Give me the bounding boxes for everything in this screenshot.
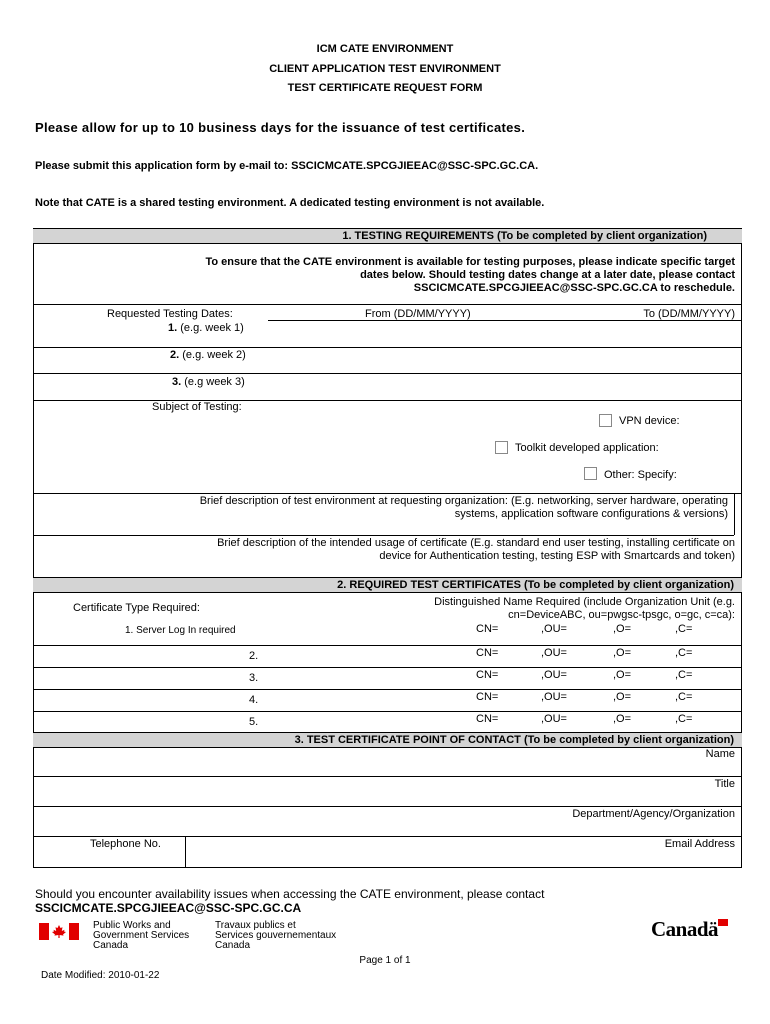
cert-row-1-ou: ,OU=	[541, 623, 567, 635]
other-checkbox[interactable]	[584, 467, 597, 480]
cert-row-4-label: 4.	[249, 694, 259, 706]
vpn-label: VPN device:	[619, 415, 680, 427]
cert-row-5-cn: CN=	[476, 713, 499, 725]
section2-bar	[33, 577, 742, 593]
toolkit-checkbox[interactable]	[495, 441, 508, 454]
contact-title-input[interactable]	[40, 790, 640, 804]
vpn-checkbox[interactable]	[599, 414, 612, 427]
subject-label: Subject of Testing:	[152, 401, 242, 413]
date-row-1: 1. (e.g. week 1)	[168, 322, 244, 334]
submit-notice: Please submit this application form by e-mail to: SSCICMCATE.SPCGJIEEAC@SSC-SPC.GC.CA.	[35, 160, 539, 172]
section2-title: 2. REQUIRED TEST CERTIFICATES (To be completed by client organization)	[337, 579, 734, 591]
contact-email-input[interactable]	[320, 850, 640, 866]
cert-row-1-cn: CN=	[476, 623, 499, 635]
cert-type-label: Certificate Type Required:	[73, 602, 200, 614]
pwgsc-french: Travaux publics et Services gouvernementaux Canada	[215, 920, 337, 951]
dn-label-2: cn=DeviceABC, ou=pwgsc-tpsgc, o=gc, c=ca):	[508, 609, 735, 621]
env-desc-2: systems, application software configurations & versions)	[454, 508, 728, 520]
section1-instruction-3: SSCICMCATE.SPCGJIEEAC@SSC-SPC.GC.CA to reschedule.	[413, 282, 735, 294]
page-number: Page 1 of 1	[359, 955, 411, 966]
cert-row-1-c: ,C=	[675, 623, 693, 635]
header-line2: CLIENT APPLICATION TEST ENVIRONMENT	[269, 63, 501, 75]
date-row-2: 2. (e.g. week 2)	[170, 349, 246, 361]
date-1-from-input[interactable]	[270, 323, 500, 345]
contact-email-label: Email Address	[664, 838, 735, 850]
header-line3: TEST CERTIFICATE REQUEST FORM	[287, 82, 483, 94]
date-2-to-input[interactable]	[505, 350, 738, 372]
section3-bar	[33, 732, 742, 748]
cert-row-3-o: ,O=	[613, 669, 632, 681]
section3-title: 3. TEST CERTIFICATE POINT OF CONTACT (To be completed by client organization)	[294, 734, 734, 746]
cert-row-2-o: ,O=	[613, 647, 632, 659]
cert-row-2-ou: ,OU=	[541, 647, 567, 659]
contact-name-label: Name	[705, 748, 735, 760]
cert-row-2-label: 2.	[249, 650, 259, 662]
date-modified: Date Modified: 2010-01-22	[41, 970, 160, 981]
dn-label-1: Distinguished Name Required (include Organization Unit (e.g.	[434, 596, 735, 608]
cert-row-1-label: 1. Server Log In required	[125, 625, 236, 636]
date-3-to-input[interactable]	[505, 376, 738, 398]
cert-row-4-cn: CN=	[476, 691, 499, 703]
section1-instruction-1: To ensure that the CATE environment is available for testing purposes, please indicate specific target	[205, 256, 735, 268]
cert-row-4-ou: ,OU=	[541, 691, 567, 703]
date-3-from-input[interactable]	[270, 376, 500, 398]
contact-dept-input[interactable]	[40, 820, 520, 834]
section1-bar	[33, 228, 742, 244]
availability-notice: Should you encounter availability issues when accessing the CATE environment, please contact	[35, 887, 545, 901]
pwgsc-english: Public Works and Government Services Canada	[93, 920, 190, 951]
usage-desc-1: Brief description of the intended usage of certificate (E.g. standard end user testing, installing certificate on	[217, 537, 735, 549]
requested-dates-label: Requested Testing Dates:	[107, 308, 233, 320]
cert-row-1-o: ,O=	[613, 623, 632, 635]
cert-row-5-o: ,O=	[613, 713, 632, 725]
wordmark-flag-icon	[718, 919, 728, 926]
cert-row-2-cn: CN=	[476, 647, 499, 659]
cert-row-2-c: ,C=	[675, 647, 693, 659]
contact-phone-label: Telephone No.	[90, 838, 161, 850]
canada-flag-icon	[39, 923, 79, 940]
env-desc-1: Brief description of test environment at requesting organization: (E.g. networking, server hardware, operating	[199, 495, 728, 507]
date-2-from-input[interactable]	[270, 350, 500, 372]
cert-row-5-ou: ,OU=	[541, 713, 567, 725]
date-1-to-input[interactable]	[505, 323, 738, 345]
toolkit-label: Toolkit developed application:	[515, 442, 659, 454]
to-date-label: To (DD/MM/YYYY)	[643, 308, 735, 320]
cert-row-3-label: 3.	[249, 672, 259, 684]
cert-row-4-o: ,O=	[613, 691, 632, 703]
section1-instruction-2: dates below. Should testing dates change at a later date, please contact	[360, 269, 735, 281]
canada-wordmark: Canadä	[651, 917, 719, 941]
cert-row-5-label: 5.	[249, 716, 259, 728]
cert-row-3-ou: ,OU=	[541, 669, 567, 681]
cert-row-5-c: ,C=	[675, 713, 693, 725]
contact-title-label: Title	[714, 778, 735, 790]
availability-email: SSCICMCATE.SPCGJIEEAC@SSC-SPC.GC.CA	[35, 901, 302, 915]
cert-row-4-c: ,C=	[675, 691, 693, 703]
section1-title: 1. TESTING REQUIREMENTS (To be completed by client organization)	[342, 230, 707, 242]
contact-dept-label: Department/Agency/Organization	[572, 808, 735, 820]
shared-note: Note that CATE is a shared testing environment. A dedicated testing environment is not available.	[35, 197, 545, 209]
date-row-3: 3. (e.g week 3)	[172, 376, 245, 388]
header-line1: ICM CATE ENVIRONMENT	[316, 43, 454, 55]
cert-row-3-cn: CN=	[476, 669, 499, 681]
allow-notice: Please allow for up to 10 business days for the issuance of test certificates.	[35, 120, 526, 135]
cert-row-3-c: ,C=	[675, 669, 693, 681]
contact-phone-input[interactable]	[188, 850, 308, 866]
contact-name-input[interactable]	[40, 760, 600, 774]
other-label: Other: Specify:	[604, 469, 677, 481]
from-date-label: From (DD/MM/YYYY)	[365, 308, 471, 320]
usage-desc-2: device for Authentication testing, testing ESP with Smartcards and token)	[379, 550, 735, 562]
